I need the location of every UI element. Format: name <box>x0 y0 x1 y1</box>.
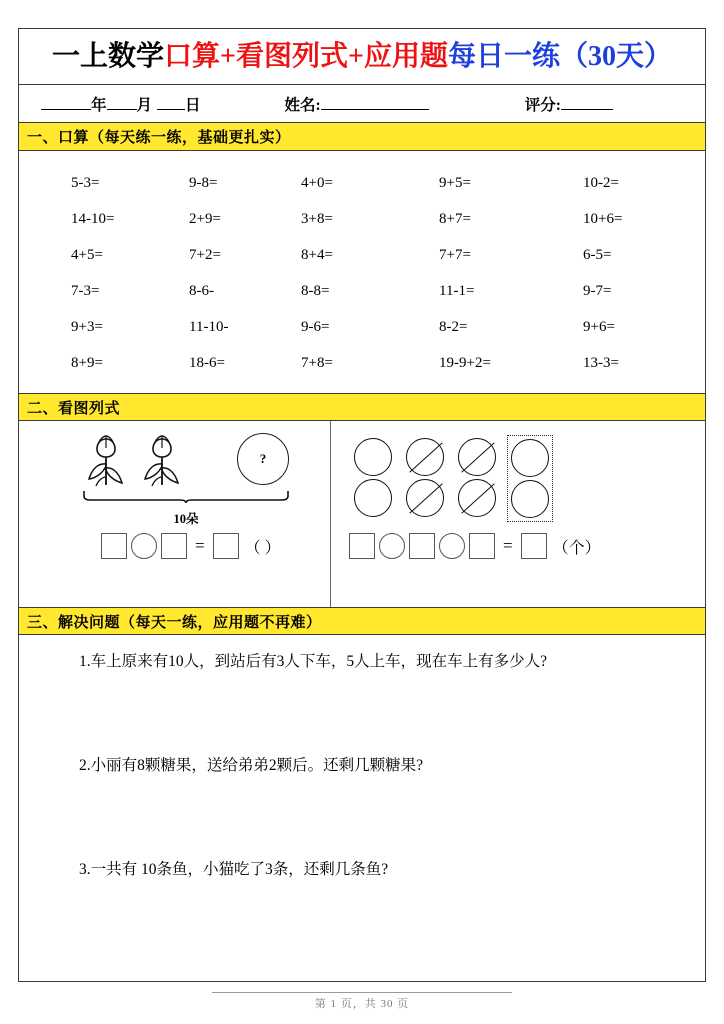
calc-item: 18-6= <box>189 354 225 371</box>
calc-item: 10-2= <box>583 174 619 191</box>
operator-circle[interactable] <box>131 533 157 559</box>
table-row <box>19 201 705 237</box>
calc-item: 10+6= <box>583 210 623 227</box>
calc-item: 19-9+2= <box>439 354 491 371</box>
title-part-black: 一上数学 <box>52 40 165 72</box>
circle-column <box>455 435 499 522</box>
title-row <box>19 29 705 85</box>
page-title <box>52 40 672 72</box>
word-problem-item: 3.一共有 10条鱼，小猫吃了3条，还剩几条鱼? <box>79 861 389 878</box>
year-blank[interactable] <box>41 96 91 110</box>
circle-icon <box>511 439 549 477</box>
word-problem-list <box>19 635 705 981</box>
word-problem-item: 2.小丽有8颗糖果，送给弟弟2颗后。还剩几颗糖果? <box>79 757 424 774</box>
crossed-circle-icon <box>458 438 496 476</box>
calc-item: 11-1= <box>439 282 475 299</box>
calc-item: 11-10- <box>189 318 229 335</box>
unknown-quantity-circle <box>237 433 289 485</box>
calc-item: 9-6= <box>301 318 330 335</box>
page-number-label: 第 1 页，共 30 页 <box>314 998 410 1010</box>
operator-circle[interactable] <box>439 533 465 559</box>
calc-item: 9+5= <box>439 174 471 191</box>
table-row <box>19 237 705 273</box>
brace-label: 10朵 <box>173 512 199 526</box>
calc-item: 9+6= <box>583 318 615 335</box>
score-field-group <box>525 93 613 115</box>
circle-column-boxed <box>507 435 553 522</box>
page-footer <box>18 992 706 1011</box>
name-blank[interactable] <box>321 96 429 110</box>
section-heading-picture-equations: 二、看图列式 <box>19 393 705 421</box>
section-heading-word-problems: 三、解决问题（每天一练，应用题不再难） <box>19 607 705 635</box>
circle-column <box>351 435 395 522</box>
picture-panel-right <box>331 421 705 607</box>
calc-item: 9-8= <box>189 174 218 191</box>
answer-box[interactable] <box>161 533 187 559</box>
title-part-blue: 每日一练（30天） <box>447 40 672 72</box>
picture-equation-panels <box>19 421 705 607</box>
worksheet-table <box>18 28 706 982</box>
brace-group <box>81 489 291 527</box>
circle-icon <box>354 479 392 517</box>
calc-item: 8+4= <box>301 246 333 263</box>
answer-box[interactable] <box>409 533 435 559</box>
calc-item: 8+7= <box>439 210 471 227</box>
calc-item: 5-3= <box>71 174 100 191</box>
calc-item: 2+9= <box>189 210 221 227</box>
circle-column <box>403 435 447 522</box>
day-blank[interactable] <box>157 96 185 110</box>
calc-item: 14-10= <box>71 210 115 227</box>
answer-box[interactable] <box>213 533 239 559</box>
calc-item: 4+5= <box>71 246 103 263</box>
calc-item: 7-3= <box>71 282 100 299</box>
equals-sign: = <box>503 536 513 555</box>
calc-item: 4+0= <box>301 174 333 191</box>
answer-equation-left <box>101 533 281 559</box>
calc-item: 8-8= <box>301 282 330 299</box>
table-row <box>19 165 705 201</box>
picture-panel-left <box>19 421 331 607</box>
calc-item: 6-5= <box>583 246 612 263</box>
circle-grid <box>351 435 553 522</box>
circle-icon <box>511 480 549 518</box>
brace-icon <box>82 490 290 507</box>
answer-box[interactable] <box>101 533 127 559</box>
answer-box[interactable] <box>469 533 495 559</box>
calc-item: 13-3= <box>583 354 619 371</box>
tulip-group <box>85 433 183 492</box>
month-blank[interactable] <box>107 96 137 110</box>
equals-sign: = <box>195 536 205 555</box>
calc-item: 8-2= <box>439 318 468 335</box>
table-row <box>19 273 705 309</box>
calc-item: 8+9= <box>71 354 103 371</box>
question-mark-label: ? <box>259 451 267 466</box>
answer-box[interactable] <box>349 533 375 559</box>
table-row <box>19 309 705 345</box>
date-field-group <box>41 93 201 115</box>
month-label: 月 <box>136 96 153 114</box>
operator-circle[interactable] <box>379 533 405 559</box>
calc-item: 9+3= <box>71 318 103 335</box>
tulip-icon <box>141 433 183 492</box>
crossed-circle-icon <box>458 479 496 517</box>
calc-item: 7+7= <box>439 246 471 263</box>
name-field-group <box>285 93 429 115</box>
crossed-circle-icon <box>406 438 444 476</box>
circle-icon <box>354 438 392 476</box>
section-heading-oral-arithmetic: 一、口算（每天练一练，基础更扎实） <box>19 123 705 151</box>
arithmetic-grid <box>19 151 705 393</box>
answer-equation-right <box>349 533 601 559</box>
day-label: 日 <box>185 96 201 114</box>
word-problem-item: 1.车上原来有10人，到站后有3人下车，5人上车，现在车上有多少人? <box>79 653 548 670</box>
answer-box[interactable] <box>521 533 547 559</box>
calc-item: 9-7= <box>583 282 612 299</box>
student-info-row <box>19 85 705 123</box>
name-label: 姓名: <box>284 96 321 114</box>
unit-label: （ ） <box>244 539 281 557</box>
calc-item: 8-6- <box>189 282 214 299</box>
calc-item: 7+2= <box>189 246 221 263</box>
unit-label: （个） <box>552 539 601 557</box>
tulip-icon <box>85 433 127 492</box>
score-blank[interactable] <box>561 96 613 110</box>
calc-item: 7+8= <box>301 354 333 371</box>
crossed-circle-icon <box>406 479 444 517</box>
footer-divider <box>212 992 512 993</box>
calc-item: 3+8= <box>301 210 333 227</box>
year-label: 年 <box>91 96 107 114</box>
title-part-red: 口算+看图列式+应用题 <box>164 40 448 72</box>
table-row <box>19 345 705 381</box>
score-label: 评分: <box>524 96 561 114</box>
